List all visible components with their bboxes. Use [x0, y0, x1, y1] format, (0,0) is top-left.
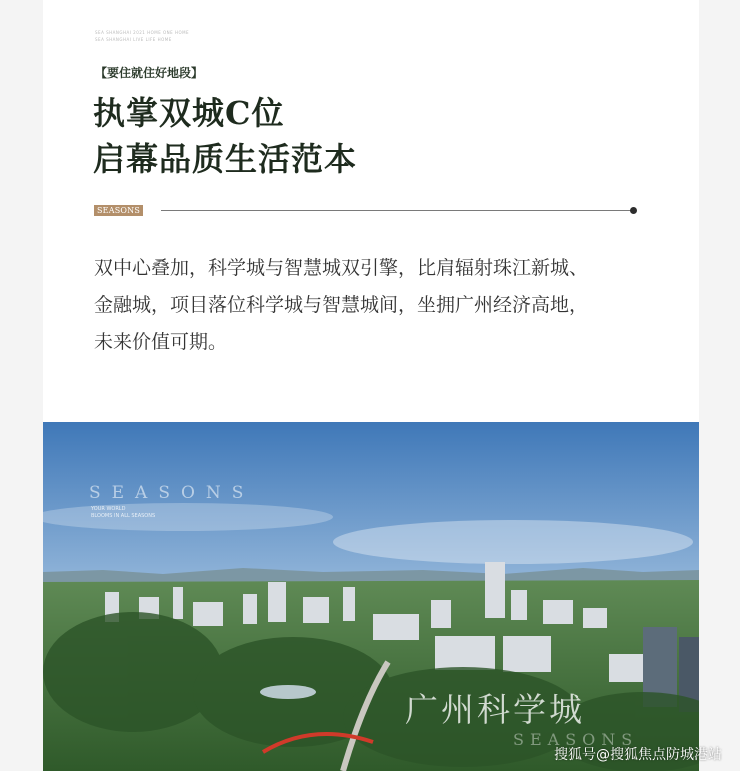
photo-caption-sub: SEASONS — [513, 730, 639, 749]
aerial-landscape-image — [43, 422, 699, 771]
body-line: 双中心叠加，科学城与智慧城双引擎，比肩辐射珠江新城、 — [94, 257, 589, 279]
section-divider — [94, 205, 637, 217]
photo-caption: 广州科学城 — [405, 690, 585, 729]
header-tiny-text-1: SEA SHANGHAI 2021 HOME ONE HOME — [95, 30, 190, 35]
headline-line-2: 启幕品质生活范本 — [93, 140, 358, 178]
section-tag: 【要住就住好地段】 — [95, 66, 204, 80]
body-line: 未来价值可期。 — [94, 331, 228, 353]
content-card — [43, 0, 699, 771]
body-paragraph — [94, 250, 664, 361]
brand-tagline-line: BLOOMS IN ALL SEASONS — [91, 513, 156, 519]
seasons-badge: SEASONS — [94, 205, 143, 216]
city-aerial-photo — [43, 422, 699, 771]
headline-line-1: 执掌双城C位 — [93, 94, 285, 132]
divider-line — [161, 210, 631, 211]
body-line: 金融城，项目落位科学城与智慧城间，坐拥广州经济高地， — [94, 294, 589, 316]
brand-tagline-line: YOUR WORLD — [91, 506, 126, 512]
divider-dot — [630, 207, 637, 214]
header-tiny-text-2: SEA SHANGHAI LIVE LIFE HOME — [95, 37, 172, 42]
brand-tagline — [91, 506, 155, 520]
source-watermark: 搜狐号@搜狐焦点防城港站 — [554, 747, 722, 763]
brand-logo-text: SEASONS — [89, 483, 255, 503]
